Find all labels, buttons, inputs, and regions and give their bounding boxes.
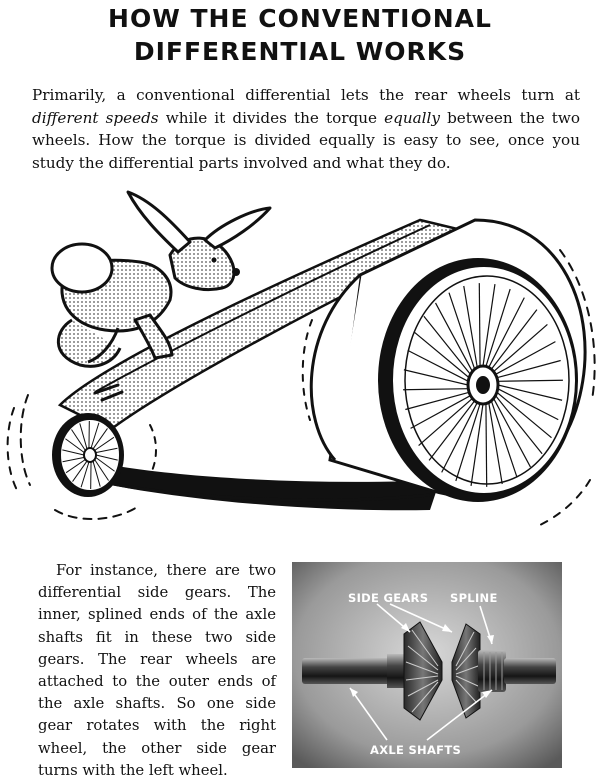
page-title [0, 2, 600, 68]
dog-wheels-illustration [0, 180, 600, 545]
intro-paragraph [32, 84, 580, 174]
side-gears-photo [292, 562, 562, 768]
intro-emphasis-equally: equally [384, 109, 440, 127]
intro-text-2: while it divides the torque [159, 109, 385, 127]
intro-emphasis-speeds: different speeds [32, 109, 159, 127]
title-line-1: HOW THE CONVENTIONAL [0, 2, 600, 35]
title-line-2: DIFFERENTIAL WORKS [0, 35, 600, 68]
label-spline: SPLINE [450, 591, 498, 605]
intro-text-3: between the two wheels. How the torque is divided equally is easy to see, once you study the differential parts involved and what they do. [32, 109, 580, 172]
wheel-spoke [479, 283, 480, 366]
intro-text-1: Primarily, a conventional differential lets the rear wheels turn at [32, 86, 580, 104]
label-side-gears: SIDE GEARS [348, 591, 428, 605]
body-paragraph [38, 560, 276, 782]
label-axle-shafts: AXLE SHAFTS [370, 743, 461, 757]
body-text: For instance, there are two differential side gears. The inner, splined ends of the axle shafts fit in these two side gears. The rear wheels are attached to the outer ends of the axle shafts. So one side gear rotates with the right wheel, the other side gear turns with the left wheel. [38, 562, 276, 779]
wheel-spoke [486, 404, 487, 487]
